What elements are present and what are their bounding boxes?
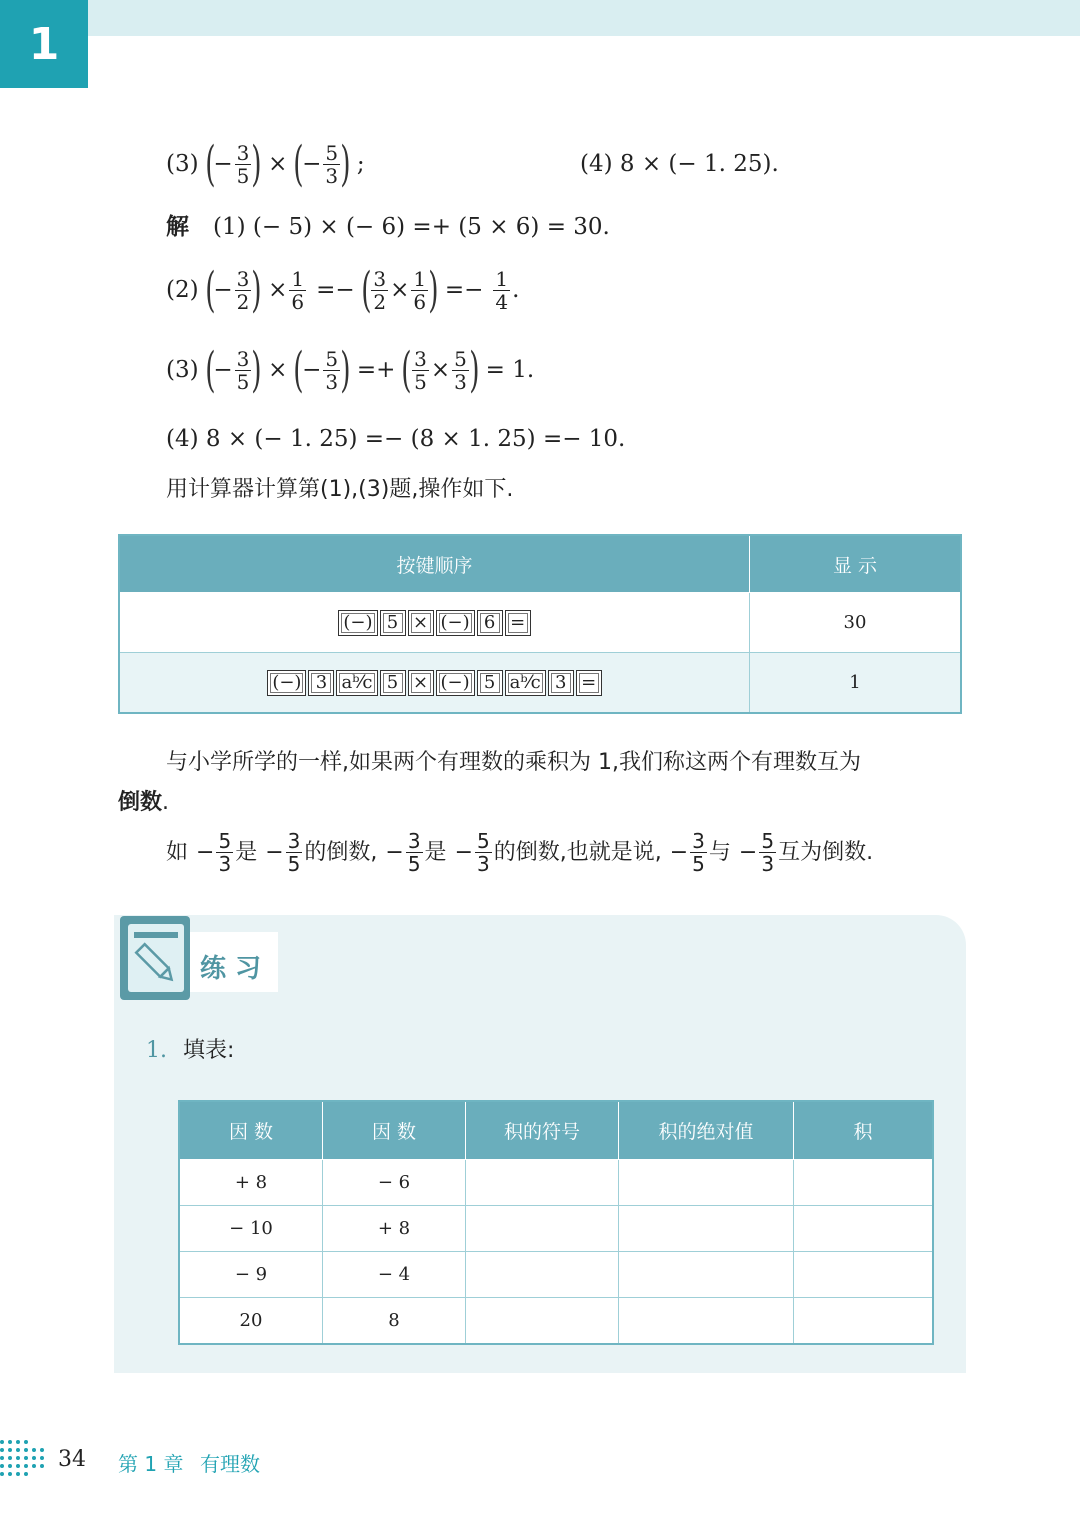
footer-dot <box>24 1456 28 1460</box>
header-factor-2: 因 数 <box>323 1101 466 1160</box>
example-text: 的倒数, <box>304 839 378 865</box>
key-digit: 5 <box>477 670 503 696</box>
footer-dot <box>0 1440 4 1444</box>
footer-dot <box>40 1456 44 1460</box>
page-number: 34 <box>58 1447 86 1472</box>
solution-label: 解 <box>166 214 189 240</box>
exercise-table-header <box>179 1101 933 1160</box>
example-text: 是 <box>235 839 258 865</box>
key-multiply: × <box>408 610 434 636</box>
footer-dot <box>32 1456 36 1460</box>
calculator-intro: 用计算器计算第(1),(3)题,操作如下. <box>166 477 514 502</box>
footer-dot <box>0 1472 4 1476</box>
top-banner <box>88 0 1080 36</box>
footer-dot <box>40 1448 44 1452</box>
footer-dot <box>16 1464 20 1468</box>
factor-cell: − 9 <box>179 1252 323 1298</box>
solution-1-text: (1) (− 5) × (− 6) =+ (5 × 6) = 30. <box>213 214 610 240</box>
header-key-sequence: 按键顺序 <box>119 535 750 593</box>
key-digit: 3 <box>308 670 334 696</box>
key-multiply: × <box>408 670 434 696</box>
table-row <box>179 1252 933 1298</box>
calculator-table <box>118 534 962 714</box>
key-negate: (−) <box>436 610 475 636</box>
footer-dot <box>24 1472 28 1476</box>
key-sequence-cell <box>119 593 750 653</box>
chapter-number-badge: 1 <box>0 0 88 88</box>
header-product-sign: 积的符号 <box>466 1101 619 1160</box>
footer-dot <box>0 1456 4 1460</box>
practice-title: 练 习 <box>200 954 262 984</box>
footer-dot <box>32 1464 36 1468</box>
answer-cell[interactable] <box>466 1252 619 1298</box>
footer-chapter-title: 有理数 <box>200 1452 260 1476</box>
header-product: 积 <box>794 1101 934 1160</box>
footer-dot <box>16 1456 20 1460</box>
factor-cell: + 8 <box>323 1206 466 1252</box>
solution-3: (3) ( − $\frac{3}{5}$ ) × ( − $\frac{5}{3}$ ) =+ ( $\frac{3}{5}$ × $\frac{5}{3}$ ) = 1. <box>166 342 535 398</box>
footer-dots-icon <box>0 1440 50 1480</box>
footer-dot <box>32 1448 36 1452</box>
example-text: 互为倒数. <box>778 839 874 865</box>
key-digit: 5 <box>380 670 406 696</box>
example-text: 与 <box>708 839 731 865</box>
term-reciprocal: 倒数 <box>118 790 163 815</box>
footer-dot <box>0 1464 4 1468</box>
reciprocal-definition: 与小学所学的一样,如果两个有理数的乘积为 1,我们称这两个有理数互为 <box>166 750 861 775</box>
factor-cell: 8 <box>323 1298 466 1345</box>
example-text: 如 <box>166 839 189 865</box>
exercise-1-text: 填表: <box>183 1038 235 1063</box>
footer-dot <box>8 1448 12 1452</box>
key-digit: 5 <box>380 610 406 636</box>
key-negate: (−) <box>338 610 377 636</box>
answer-cell[interactable] <box>619 1160 794 1206</box>
footer-dot <box>16 1440 20 1444</box>
key-equals: = <box>505 610 531 636</box>
calculator-table-header <box>119 535 961 593</box>
answer-cell[interactable] <box>619 1206 794 1252</box>
answer-cell[interactable] <box>619 1298 794 1345</box>
example-text: 的倒数,也就是说, <box>493 839 662 865</box>
table-row <box>179 1298 933 1345</box>
answer-cell[interactable] <box>466 1160 619 1206</box>
footer-dot <box>24 1448 28 1452</box>
period: . <box>162 790 170 815</box>
solution-3-label: (3) <box>166 356 199 383</box>
example-text: 是 <box>424 839 447 865</box>
header-product-abs: 积的绝对值 <box>619 1101 794 1160</box>
footer-dot <box>8 1440 12 1444</box>
solution-2-label: (2) <box>166 276 199 303</box>
answer-cell[interactable] <box>794 1298 934 1345</box>
factor-cell: + 8 <box>179 1160 323 1206</box>
answer-cell[interactable] <box>794 1206 934 1252</box>
factor-cell: 20 <box>179 1298 323 1345</box>
exercise-table <box>178 1100 934 1345</box>
key-equals: = <box>576 670 602 696</box>
problem-4-statement: (4) 8 × (− 1. 25). <box>580 151 779 177</box>
footer-dot <box>8 1456 12 1460</box>
reciprocal-example: 如 − $\frac{5}{3}$ 是 − $\frac{3}{5}$ 的倒数, − $\frac{3}{5}$ 是 − $\frac{5}{3}$ 的倒数,也就是说, − $\frac{3}{5}$ 与 − $\frac{5}{3}$ 互为倒数. <box>166 829 874 876</box>
header-factor-1: 因 数 <box>179 1101 323 1160</box>
key-fraction: aᵇ⁄c <box>505 670 546 696</box>
footer-dot <box>24 1440 28 1444</box>
table-row <box>119 593 961 653</box>
factor-cell: − 4 <box>323 1252 466 1298</box>
solution-1 <box>166 216 610 239</box>
solution-2: (2) ( − $\frac{3}{2}$ ) × $\frac{1}{6}$ =− ( $\frac{3}{2}$ × $\frac{1}{6}$ ) =− $\frac{1}{4}$ . <box>166 262 520 318</box>
key-negate: (−) <box>267 670 306 696</box>
footer-dot <box>16 1472 20 1476</box>
footer-dot <box>16 1448 20 1452</box>
key-sequence-cell <box>119 653 750 714</box>
factor-cell: − 10 <box>179 1206 323 1252</box>
table-row <box>179 1160 933 1206</box>
header-display: 显 示 <box>750 535 962 593</box>
table-row <box>119 653 961 714</box>
pencil-icon <box>128 924 184 992</box>
footer-dot <box>24 1464 28 1468</box>
answer-cell[interactable] <box>466 1298 619 1345</box>
display-cell: 1 <box>750 653 962 714</box>
answer-cell[interactable] <box>619 1252 794 1298</box>
answer-cell[interactable] <box>794 1160 934 1206</box>
footer-chapter-label: 第 1 章 <box>118 1452 184 1476</box>
footer-dot <box>8 1464 12 1468</box>
table-row <box>179 1206 933 1252</box>
problem-3-statement: (3) ( − $\frac{3}{5}$ ) × ( − $\frac{5}{3}$ ) ; <box>166 136 365 192</box>
footer-dot <box>40 1464 44 1468</box>
key-fraction: aᵇ⁄c <box>336 670 377 696</box>
key-digit: 3 <box>548 670 574 696</box>
exercise-1 <box>146 1040 234 1062</box>
footer-dot <box>8 1472 12 1476</box>
display-cell: 30 <box>750 593 962 653</box>
factor-cell: − 6 <box>323 1160 466 1206</box>
footer-dot <box>0 1448 4 1452</box>
problem-3-label: (3) <box>166 150 199 177</box>
exercise-1-number: 1. <box>146 1038 167 1063</box>
answer-cell[interactable] <box>466 1206 619 1252</box>
key-negate: (−) <box>436 670 475 696</box>
solution-4: (4) 8 × (− 1. 25) =− (8 × 1. 25) =− 10. <box>166 426 626 452</box>
key-digit: 6 <box>477 610 503 636</box>
reciprocal-definition-end <box>118 792 169 814</box>
answer-cell[interactable] <box>794 1252 934 1298</box>
